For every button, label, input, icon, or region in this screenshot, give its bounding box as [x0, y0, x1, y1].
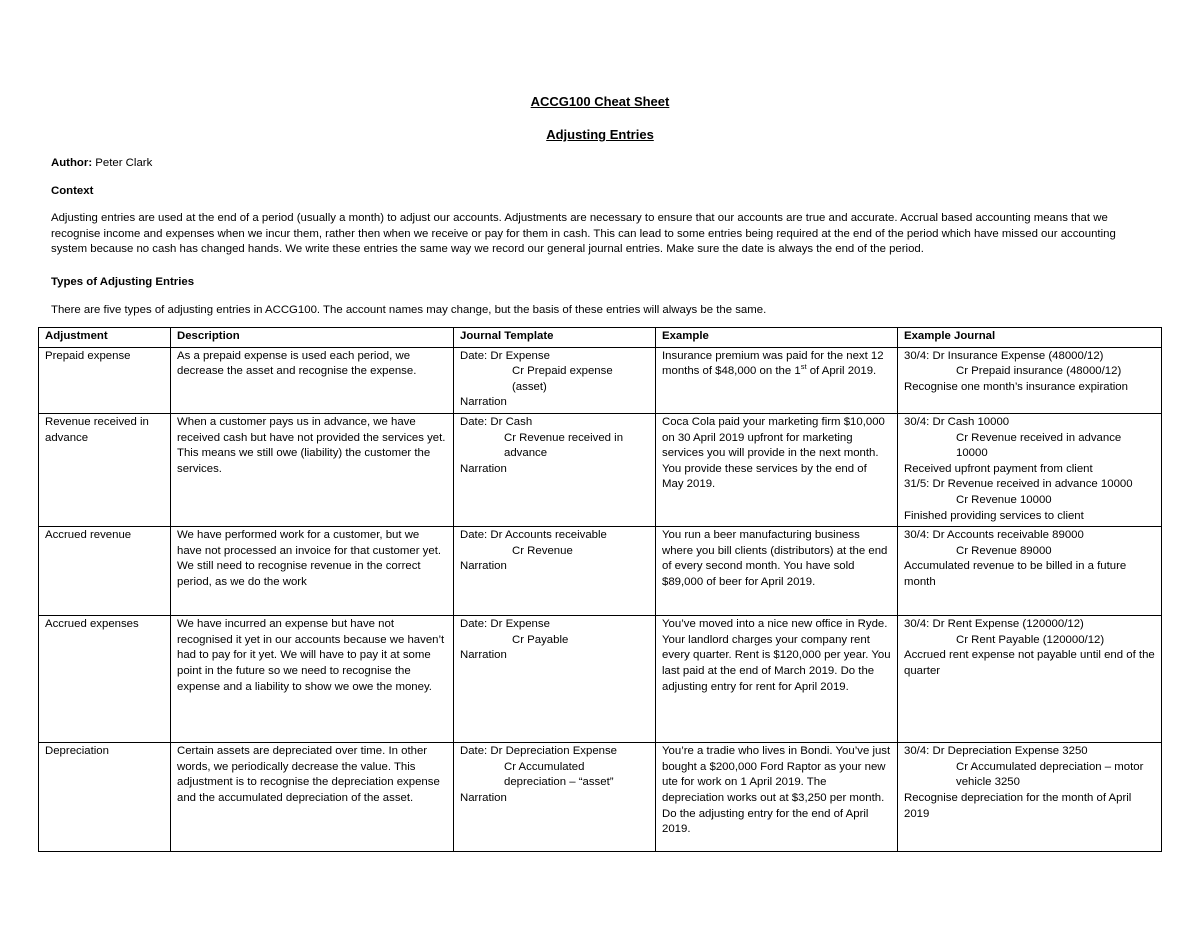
template-line: Cr Payable — [512, 633, 569, 646]
example-text: of April 2019. — [806, 365, 877, 378]
document-subtitle: Adjusting Entries — [546, 127, 654, 142]
adjustment-cell: Revenue received in advance — [39, 413, 171, 526]
types-intro: There are five types of adjusting entries in ACCG100. The account names may change, but the basis of these entries will always be the same. — [51, 304, 767, 316]
journal-line: Recognise one month’s insurance expiration — [904, 380, 1128, 393]
description-cell: As a prepaid expense is used each period, we decrease the asset and recognise the expense. — [171, 347, 454, 413]
template-cell — [454, 743, 656, 852]
adjusting-entries-table — [38, 327, 1162, 852]
template-line: Narration — [460, 560, 507, 573]
example-text: Insurance premium was paid for the next 12 months of $48,000 on the 1 — [662, 349, 884, 378]
template-line: Cr Prepaid expense (asset) — [512, 365, 613, 393]
ordinal-suffix: st — [800, 362, 807, 372]
table-row — [39, 527, 1162, 616]
template-line: Date: Dr Cash — [460, 415, 533, 428]
description-cell: Certain assets are depreciated over time. In other words, we periodically decrease the value. This adjustment is to recognise the depreciation expense and the accumulated depreciation of the asset. — [171, 743, 454, 852]
template-line: Cr Revenue received in advance — [504, 431, 624, 460]
template-line: Cr Accumulated depreciation – “asset” — [504, 760, 614, 789]
journal-line: Finished providing services to client — [904, 509, 1084, 522]
journal-line: Cr Accumulated depreciation – motor vehicle 3250 — [956, 760, 1144, 789]
table-row — [39, 743, 1162, 852]
table-row — [39, 616, 1162, 743]
template-line: Date: Dr Expense — [460, 618, 550, 631]
journal-line: Cr Revenue 10000 — [956, 493, 1052, 506]
column-header: Example — [656, 328, 898, 348]
journal-line: Cr Revenue received in advance 10000 — [956, 431, 1122, 460]
journal-cell — [898, 413, 1162, 526]
adjustment-cell: Prepaid expense — [39, 347, 171, 413]
context-heading: Context — [51, 185, 94, 197]
journal-line: Cr Prepaid insurance (48000/12) — [956, 365, 1122, 378]
example-cell: You’re a tradie who lives in Bondi. You’ve just bought a $200,000 Ford Raptor as your new ute for work on 1 April 2019. The depreciation works out at $3,250 per month. Do the adjusting entry for the end of April 2019. — [656, 743, 898, 852]
types-heading: Types of Adjusting Entries — [51, 276, 195, 288]
journal-cell — [898, 616, 1162, 743]
template-line: Narration — [460, 462, 507, 475]
template-line: Narration — [460, 791, 507, 804]
journal-cell — [898, 743, 1162, 852]
table-header-row — [39, 328, 1162, 348]
column-header: Example Journal — [898, 328, 1162, 348]
template-line: Date: Dr Accounts receivable — [460, 529, 607, 542]
journal-line: 30/4: Dr Cash 10000 — [904, 415, 1010, 428]
journal-cell — [898, 347, 1162, 413]
template-cell — [454, 527, 656, 616]
example-cell: You run a beer manufacturing business where you bill clients (distributors) at the end of every second month. You have sold $89,000 of beer for April 2019. — [656, 527, 898, 616]
example-cell: You’ve moved into a nice new office in Ryde. Your landlord charges your company rent every quarter. Rent is $120,000 per year. You last paid at the end of March 2019. Do the adjusting entry for rent for April 2019. — [656, 616, 898, 743]
author-name: Peter Clark — [95, 157, 153, 169]
table-row — [39, 413, 1162, 526]
context-paragraph: Adjusting entries are used at the end of a period (usually a month) to adjust our accounts. Adjustments are necessary to ensure that our accounts are true and accurate. Accrual based accounting means that we recognise income and expenses when we incur them, rather then when we receive or pay for them in cash. This can lead to some entries being required at the end of the period which have missed our accounting system because no cash has changed hands. We write these entries the same way we record our general journal entries. Make sure the date is always the end of the period. — [51, 212, 1116, 256]
adjustment-cell: Accrued expenses — [39, 616, 171, 743]
example-cell — [656, 347, 898, 413]
journal-line: 30/4: Dr Rent Expense (120000/12) — [904, 618, 1084, 631]
template-line: Narration — [460, 649, 507, 662]
template-line: Date: Dr Depreciation Expense — [460, 745, 618, 758]
journal-line: 30/4: Dr Insurance Expense (48000/12) — [904, 349, 1104, 362]
journal-line: Recognise depreciation for the month of April 2019 — [904, 791, 1132, 820]
document-title: ACCG100 Cheat Sheet — [530, 94, 670, 109]
journal-line: 30/4: Dr Depreciation Expense 3250 — [904, 745, 1088, 758]
description-cell: When a customer pays us in advance, we have received cash but have not provided the services yet. This means we still owe (liability) the customer the services. — [171, 413, 454, 526]
description-cell: We have incurred an expense but have not recognised it yet in our accounts because we haven’t had to pay for it yet. We will have to pay it at some point in the future so we need to recognise the expense and a liability to show we owe the money. — [171, 616, 454, 743]
template-cell — [454, 616, 656, 743]
example-cell: Coca Cola paid your marketing firm $10,000 on 30 April 2019 upfront for marketing services you will provide in the next month. You provide these services by the end of May 2019. — [656, 413, 898, 526]
template-line: Narration — [460, 396, 507, 409]
column-header: Description — [171, 328, 454, 348]
journal-cell — [898, 527, 1162, 616]
template-cell — [454, 347, 656, 413]
journal-line: Accrued rent expense not payable until end of the quarter — [904, 649, 1155, 677]
author-label: Author: — [51, 157, 93, 169]
adjustment-cell: Depreciation — [39, 743, 171, 852]
journal-line: Accumulated revenue to be billed in a future month — [904, 560, 1127, 588]
journal-line: Cr Revenue 89000 — [956, 544, 1052, 557]
template-cell — [454, 413, 656, 526]
journal-line: 31/5: Dr Revenue received in advance 10000 — [904, 478, 1133, 491]
adjustment-cell: Accrued revenue — [39, 527, 171, 616]
description-cell: We have performed work for a customer, but we have not processed an invoice for that customer yet. We still need to recognise revenue in the correct period, as we do the work — [171, 527, 454, 616]
column-header: Adjustment — [39, 328, 171, 348]
table-row — [39, 347, 1162, 413]
template-line: Cr Revenue — [512, 544, 573, 557]
template-line: Date: Dr Expense — [460, 349, 550, 362]
column-header: Journal Template — [454, 328, 656, 348]
journal-line: Received upfront payment from client — [904, 462, 1093, 475]
journal-line: Cr Rent Payable (120000/12) — [956, 633, 1105, 646]
journal-line: 30/4: Dr Accounts receivable 89000 — [904, 529, 1084, 542]
author-line — [51, 156, 1151, 172]
